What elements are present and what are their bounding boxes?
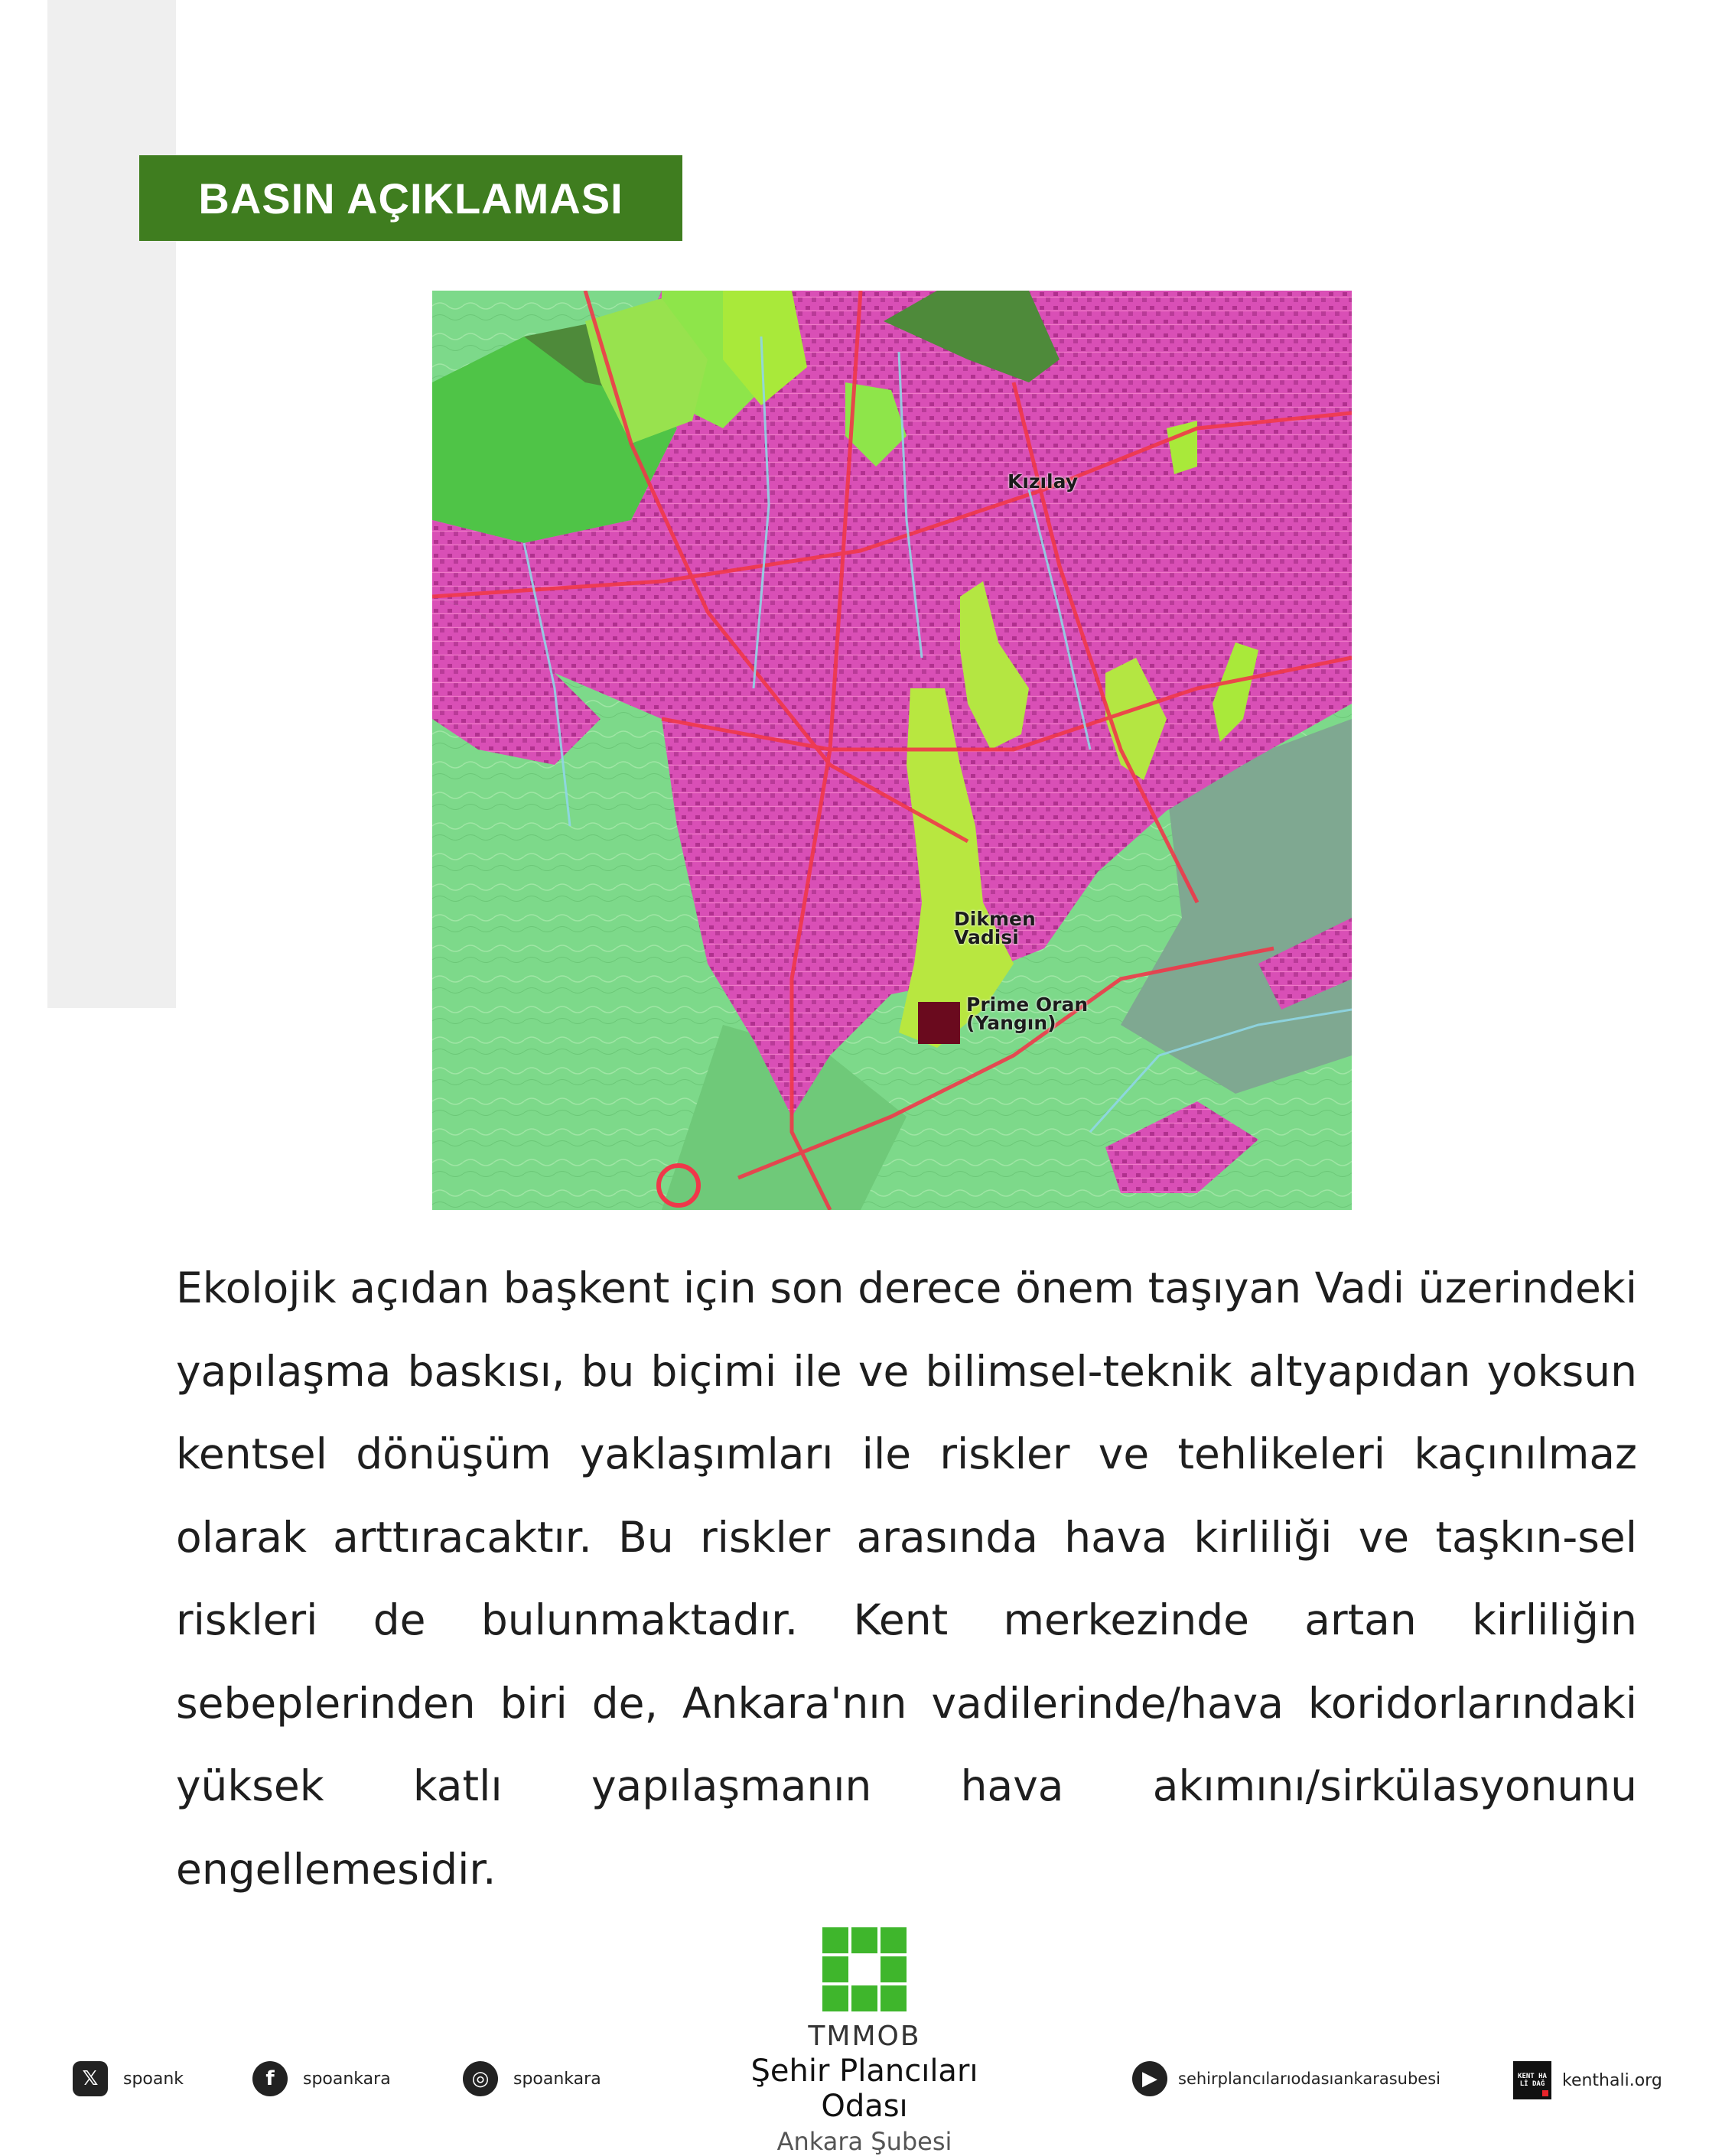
footer-x-link[interactable] — [73, 2061, 184, 2096]
youtube-icon: ▶ — [1132, 2061, 1167, 2096]
logo-cell — [881, 1927, 907, 1953]
logo-cell — [822, 1927, 848, 1953]
footer-youtube-link[interactable] — [1132, 2061, 1440, 2096]
logo-cell-hole — [851, 1956, 877, 1982]
x-icon: 𝕏 — [73, 2061, 108, 2096]
logo-cell — [881, 1985, 907, 2011]
instagram-icon: ◎ — [463, 2061, 498, 2096]
instagram-handle: spoankara — [513, 2069, 601, 2089]
map-graphic — [432, 291, 1352, 1210]
dikmen-label-line2: Vadisi — [954, 926, 1019, 948]
prime-oran-label — [966, 993, 1089, 1034]
footer-kenthali-link[interactable] — [1513, 2061, 1662, 2099]
footer-instagram-link[interactable] — [463, 2061, 601, 2096]
logo-cell — [822, 1956, 848, 1982]
kenthali-logo-text: KENT HALİ DAĞ — [1518, 2073, 1547, 2088]
logo-title: TMMOB — [808, 2021, 921, 2052]
kenthali-dot — [1542, 2090, 1548, 2096]
facebook-handle: spoankara — [303, 2069, 391, 2089]
fire-site-marker — [918, 1002, 960, 1044]
land-use-map — [432, 291, 1352, 1210]
dikmen-valley-label — [954, 910, 1036, 947]
facebook-icon: f — [252, 2061, 288, 2096]
prime-label-line1: Prime Oran — [966, 993, 1089, 1016]
logo-cell — [822, 1985, 848, 2011]
logo-branch: Ankara Şubesi — [776, 2127, 952, 2156]
kizilay-label: Kızılay — [1007, 470, 1079, 493]
kenthali-handle: kenthali.org — [1562, 2070, 1662, 2090]
spo-logo-mark — [822, 1927, 907, 2011]
logo-org-name: Şehir Plancıları Odası — [750, 2054, 978, 2124]
press-release-badge: BASIN AÇIKLAMASI — [139, 155, 682, 241]
logo-cell — [881, 1956, 907, 1982]
press-statement-paragraph: Ekolojik açıdan başkent için son derece önem taşıyan Vadi üzerindeki yapılaşma baskısı, bu biçimi ile ve bilimsel-teknik altyapıdan yoksun kentsel dönüşüm yaklaşımları ile riskler ve tehlikeleri kaçınılmaz olarak arttıracaktır. Bu riskler arasında hava kirliliği ve taşkın-sel riskleri de bulunmaktadır. Kent merkezinde artan kirliliğin sebeplerinden biri de, Ankara'nın vadilerinde/hava koridorlarındaki yüksek katlı yapılaşmanın hava akımını/sirkülasyonunu engellemesidir. — [176, 1263, 1637, 1894]
x-handle: spoank — [123, 2069, 184, 2089]
spo-logo — [704, 1927, 1025, 2156]
kenthali-icon — [1513, 2061, 1551, 2099]
youtube-handle: sehirplancılarıodasıankarasubesi — [1178, 2070, 1440, 2088]
dikmen-label-line1: Dikmen — [954, 908, 1036, 930]
prime-label-line2: (Yangın) — [966, 1012, 1056, 1034]
logo-cell — [851, 1927, 877, 1953]
footer-facebook-link[interactable] — [252, 2061, 391, 2096]
side-accent-bar — [47, 0, 176, 1008]
logo-cell — [851, 1985, 877, 2011]
